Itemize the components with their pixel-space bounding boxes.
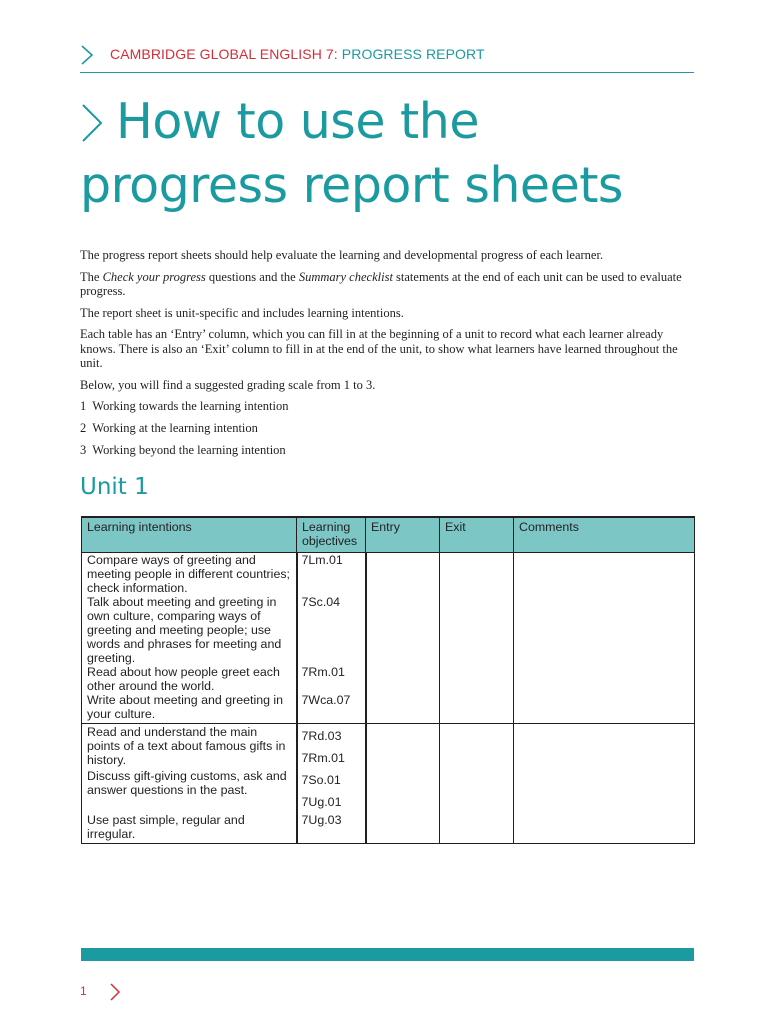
running-header-text xyxy=(110,46,485,62)
objectives-cell: 7Wca.07 xyxy=(297,693,366,724)
objectives-cell: 7Rm.01 xyxy=(297,665,366,693)
intro-paragraph: The progress report sheets should help evaluate the learning and developmental progress of each learner. xyxy=(80,248,604,262)
scale-item: 3 Working beyond the learning intention xyxy=(80,443,286,457)
intro-paragraph: The Check your progress questions and the Summary checklist statements at the end of each unit can be used to evaluate progress. xyxy=(80,269,682,298)
table-row xyxy=(82,813,695,844)
entry-cell[interactable] xyxy=(366,693,440,724)
intro-paragraph: Each table has an ‘Entry’ column, which you can fill in at the beginning of a unit to record what each learner already knows. There is also an ‘Exit’ column to fill in at the end of the unit, to show what learners have learned throughout the unit. xyxy=(80,327,678,370)
progress-table xyxy=(81,516,695,844)
comments-cell[interactable] xyxy=(514,813,695,844)
table-header-row xyxy=(82,517,695,553)
table-row xyxy=(82,724,695,770)
objectives-cell: 7Sc.04 xyxy=(297,595,366,665)
intro-paragraph: The report sheet is unit-specific and includes learning intentions. xyxy=(80,305,404,320)
table-row xyxy=(82,769,695,813)
exit-cell[interactable] xyxy=(440,553,514,596)
exit-cell[interactable] xyxy=(440,813,514,844)
intention-cell: Use past simple, regular and irregular. xyxy=(82,813,297,844)
running-header xyxy=(80,44,694,73)
page-title xyxy=(80,90,720,218)
chevron-right-icon xyxy=(109,982,121,1002)
objectives-cell: 7So.01 7Ug.01 xyxy=(297,769,366,813)
intention-cell: Write about meeting and greeting in your culture. xyxy=(82,693,297,724)
entry-cell[interactable] xyxy=(366,665,440,693)
table-row xyxy=(82,553,695,596)
comments-cell[interactable] xyxy=(514,724,695,770)
exit-cell[interactable] xyxy=(440,595,514,665)
entry-cell[interactable] xyxy=(366,553,440,596)
title-line-1: How to use the xyxy=(116,93,479,150)
header-section: PROGRESS REPORT xyxy=(337,46,485,62)
comments-cell[interactable] xyxy=(514,769,695,813)
entry-cell[interactable] xyxy=(366,813,440,844)
footer-bar xyxy=(81,948,694,961)
column-header-entry: Entry xyxy=(366,517,440,553)
exit-cell[interactable] xyxy=(440,769,514,813)
intention-cell: Talk about meeting and greeting in own culture, comparing ways of greeting and meeting people; use words and phrases for meeting and greeting. xyxy=(82,595,297,665)
title-line-2: progress report sheets xyxy=(80,157,623,214)
exit-cell[interactable] xyxy=(440,693,514,724)
emphasis: Summary checklist xyxy=(298,269,393,284)
column-header-objectives: Learning objectives xyxy=(297,517,366,553)
column-header-intentions: Learning intentions xyxy=(82,517,297,553)
comments-cell[interactable] xyxy=(514,693,695,724)
scale-item: 1 Working towards the learning intention xyxy=(80,399,289,413)
chevron-right-icon xyxy=(80,44,94,66)
column-header-exit: Exit xyxy=(440,517,514,553)
exit-cell[interactable] xyxy=(440,665,514,693)
objectives-cell: 7Rd.03 7Rm.01 xyxy=(297,724,366,770)
intro-text xyxy=(80,248,696,465)
intention-cell: Discuss gift-giving customs, ask and answer questions in the past. xyxy=(82,769,297,813)
objectives-cell: 7Ug.03 xyxy=(297,813,366,844)
intro-paragraph: Below, you will find a suggested grading scale from 1 to 3. xyxy=(80,377,376,392)
intention-cell: Compare ways of greeting and meeting people in different countries; check information. xyxy=(82,553,297,596)
table-row xyxy=(82,693,695,724)
entry-cell[interactable] xyxy=(366,595,440,665)
entry-cell[interactable] xyxy=(366,724,440,770)
comments-cell[interactable] xyxy=(514,665,695,693)
intention-cell: Read about how people greet each other around the world. xyxy=(82,665,297,693)
emphasis: Check your progress xyxy=(102,269,206,284)
comments-cell[interactable] xyxy=(514,595,695,665)
column-header-comments: Comments xyxy=(514,517,695,553)
exit-cell[interactable] xyxy=(440,724,514,770)
comments-cell[interactable] xyxy=(514,553,695,596)
table-row xyxy=(82,595,695,665)
scale-item: 2 Working at the learning intention xyxy=(80,421,258,435)
header-brand: CAMBRIDGE GLOBAL ENGLISH 7: xyxy=(110,46,338,62)
page-number: 1 xyxy=(80,984,87,998)
unit-heading: Unit 1 xyxy=(80,474,149,500)
table-row xyxy=(82,665,695,693)
objectives-cell: 7Lm.01 xyxy=(297,553,366,596)
entry-cell[interactable] xyxy=(366,769,440,813)
intention-cell: Read and understand the main points of a text about famous gifts in history. xyxy=(82,724,297,770)
